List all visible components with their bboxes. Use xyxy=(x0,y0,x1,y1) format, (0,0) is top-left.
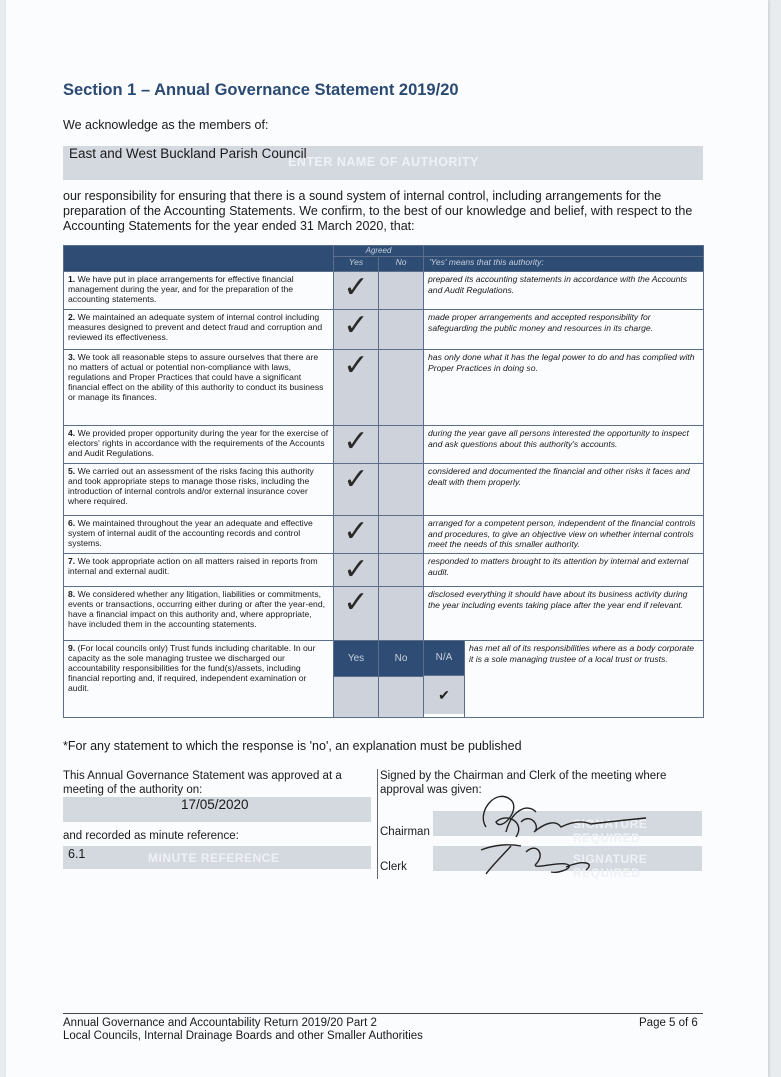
row9-no-header: No xyxy=(379,641,424,677)
statement-text xyxy=(64,554,334,587)
yes-checkbox[interactable] xyxy=(334,350,379,426)
row9-inner-table xyxy=(424,641,703,717)
document-page xyxy=(6,0,768,1077)
statement-row xyxy=(64,272,704,310)
statement-row-9 xyxy=(64,641,704,677)
statement-number: 3. xyxy=(68,352,76,362)
authority-name-placeholder: ENTER NAME OF AUTHORITY xyxy=(288,155,479,169)
statement-number: 1. xyxy=(68,274,76,284)
clerk-signature-stroke xyxy=(481,845,589,874)
statement-number: 9. xyxy=(68,643,76,653)
yes-checkbox[interactable] xyxy=(334,554,379,587)
statement-row xyxy=(64,350,704,426)
approval-date-value: 17/05/2020 xyxy=(181,797,249,812)
statement-meaning: considered and documented the financial and other risks it faces and dealt with them properly. xyxy=(424,464,704,516)
statement-row xyxy=(64,554,704,587)
statement-meaning: prepared its accounting statements in accordance with the Accounts and Audit Regulations. xyxy=(424,272,704,310)
recorded-text: and recorded as minute reference: xyxy=(63,830,239,842)
authority-name-value: East and West Buckland Parish Council xyxy=(69,146,307,161)
signed-text: Signed by the Chairman and Clerk of the meeting where approval was given: xyxy=(380,770,667,796)
statement-text xyxy=(64,350,334,426)
row9-no-checkbox[interactable] xyxy=(379,677,424,718)
authority-name-field[interactable] xyxy=(63,146,703,180)
approval-date-field[interactable] xyxy=(63,797,371,822)
yes-checkbox[interactable] xyxy=(334,310,379,350)
no-checkbox[interactable] xyxy=(379,516,424,554)
agreed-header: Agreed xyxy=(334,246,424,257)
means-header: 'Yes' means that this authority: xyxy=(424,257,704,272)
statement-meaning: has only done what it has the legal power to do and has complied with Proper Practices in doing so. xyxy=(424,350,704,426)
header-blank xyxy=(64,246,334,272)
governance-statements-table xyxy=(63,245,704,718)
statement-text xyxy=(64,464,334,516)
row9-yes-header: Yes xyxy=(334,641,379,677)
statement-text xyxy=(64,587,334,641)
tick-mark-icon: ✓ xyxy=(343,348,369,383)
no-header: No xyxy=(379,257,424,272)
no-checkbox[interactable] xyxy=(379,426,424,464)
statement-number: 8. xyxy=(68,589,76,599)
statement-row xyxy=(64,516,704,554)
tick-mark-icon: ✓ xyxy=(343,462,369,497)
statement-body: We maintained throughout the year an adequate and effective system of internal audit of the accounting records and control systems. xyxy=(68,518,313,548)
statement-number: 2. xyxy=(68,312,76,322)
approved-text: This Annual Governance Statement was approved at a meeting of the authority on: xyxy=(63,770,342,796)
section-title: Section 1 – Annual Governance Statement 2019/20 xyxy=(63,81,459,99)
na-column xyxy=(424,641,465,717)
yes-checkbox[interactable] xyxy=(334,272,379,310)
minute-reference-value: 6.1 xyxy=(68,847,86,861)
no-checkbox[interactable] xyxy=(379,554,424,587)
tick-mark-icon: ✓ xyxy=(343,270,369,305)
yes-checkbox[interactable] xyxy=(334,516,379,554)
statement-number: 7. xyxy=(68,556,76,566)
no-checkbox[interactable] xyxy=(379,587,424,641)
footer-line-2: Local Councils, Internal Drainage Boards and other Smaller Authorities xyxy=(63,1030,423,1042)
footnote: *For any statement to which the response is 'no', an explanation must be published xyxy=(63,739,522,753)
yes-checkbox[interactable] xyxy=(334,587,379,641)
minute-reference-placeholder: MINUTE REFERENCE xyxy=(148,851,280,865)
na-header: N/A xyxy=(424,641,464,675)
statement-body: We provided proper opportunity during the year for the exercise of electors' rights in accordance with the requirements of the Accounts and Audit Regulations. xyxy=(68,428,329,458)
statement-body: We carried out an assessment of the risks facing this authority and took appropriate steps to manage those risks, including the introduction of internal controls and/or external insurance cover where required. xyxy=(68,466,314,506)
clerk-signature-placeholder: SIGNATURE REQUIRED xyxy=(573,852,648,880)
statement-text xyxy=(64,641,334,718)
statement-number: 4. xyxy=(68,428,76,438)
chairman-signature-placeholder: SIGNATURE REQUIRED xyxy=(573,817,648,845)
tick-mark-icon: ✓ xyxy=(343,308,369,343)
acknowledge-text: We acknowledge as the members of: xyxy=(63,118,269,132)
yes-checkbox[interactable] xyxy=(334,426,379,464)
statement-row xyxy=(64,464,704,516)
statement-meaning: during the year gave all persons interested the opportunity to inspect and ask questions about this authority's accounts. xyxy=(424,426,704,464)
statement-number: 6. xyxy=(68,518,76,528)
statement-meaning: disclosed everything it should have about its business activity during the year including events taking place after the year end if relevant. xyxy=(424,587,704,641)
statement-text xyxy=(64,310,334,350)
handwritten-signatures xyxy=(466,782,666,882)
minute-reference-field[interactable] xyxy=(63,846,371,869)
statement-text xyxy=(64,516,334,554)
statement-meaning: responded to matters brought to its attention by internal and external audit. xyxy=(424,554,704,587)
tick-mark-icon: ✓ xyxy=(343,514,369,549)
statement-row xyxy=(64,587,704,641)
tick-mark-icon: ✓ xyxy=(343,424,369,459)
statement-number: 5. xyxy=(68,466,76,476)
footer-rule xyxy=(63,1013,703,1014)
no-checkbox[interactable] xyxy=(379,464,424,516)
row9-right-cell xyxy=(424,641,704,718)
statement-body: We considered whether any litigation, liabilities or commitments, events or transactions, occurring either during or after the year-end, have a financial impact on this authority and, where appropriate, have included them in the accounting statements. xyxy=(68,589,325,629)
statement-body: (For local councils only) Trust funds including charitable. In our capacity as the sole managing trustee we discharged our accountability responsibilities for the fund(s)/assets, including financial reporting and, if required, independent examination or audit. xyxy=(68,643,316,693)
statement-row xyxy=(64,426,704,464)
no-checkbox[interactable] xyxy=(379,272,424,310)
statement-body: We took all reasonable steps to assure ourselves that there are no matters of actual or potential non-compliance with laws, regulations and Proper Practices that could have a significant financial effect on the ability of this authority to conduct its business or manage its finances. xyxy=(68,352,324,402)
tick-mark-icon: ✓ xyxy=(343,585,369,620)
yes-header: Yes xyxy=(334,257,379,272)
page-number: Page 5 of 6 xyxy=(639,1017,698,1029)
statement-text xyxy=(64,272,334,310)
statement-meaning: has met all of its responsibilities where as a body corporate it is a sole managing trustee of a local trust or trusts. xyxy=(469,643,694,664)
statement-meaning: made proper arrangements and accepted responsibility for safeguarding the public money and resources in its charge. xyxy=(424,310,704,350)
header-blank-right xyxy=(424,246,704,257)
na-checkbox[interactable]: ✔ xyxy=(424,675,464,714)
row9-yes-checkbox[interactable] xyxy=(334,677,379,718)
statement-meaning: arranged for a competent person, independent of the financial controls and procedures, to give an objective view on whether internal controls meet the needs of this smaller authority. xyxy=(424,516,704,554)
footer-line-1: Annual Governance and Accountability Return 2019/20 Part 2 xyxy=(63,1017,377,1029)
statement-text xyxy=(64,426,334,464)
chairman-label: Chairman xyxy=(380,826,430,838)
clerk-label: Clerk xyxy=(380,861,407,873)
yes-checkbox[interactable] xyxy=(334,464,379,516)
no-checkbox[interactable] xyxy=(379,310,424,350)
tick-mark-icon: ✓ xyxy=(343,552,369,587)
statement-body: We have put in place arrangements for effective financial management during the year, and for the preparation of the accounting statements. xyxy=(68,274,294,304)
chairman-signature-stroke xyxy=(483,796,646,837)
divider-line xyxy=(377,769,378,879)
no-checkbox[interactable] xyxy=(379,350,424,426)
intro-paragraph: our responsibility for ensuring that there is a sound system of internal control, including arrangements for the preparation of the Accounting Statements. We confirm, to the best of our knowledge and belief, with respect to the Accounting Statements for the year ended 31 March 2020, that: xyxy=(63,189,693,233)
statement-body: We maintained an adequate system of internal control including measures designed to prevent and detect fraud and corruption and reviewed its effectiveness. xyxy=(68,312,323,342)
statement-row xyxy=(64,310,704,350)
statement-body: We took appropriate action on all matters raised in reports from internal and external audit. xyxy=(68,556,318,576)
